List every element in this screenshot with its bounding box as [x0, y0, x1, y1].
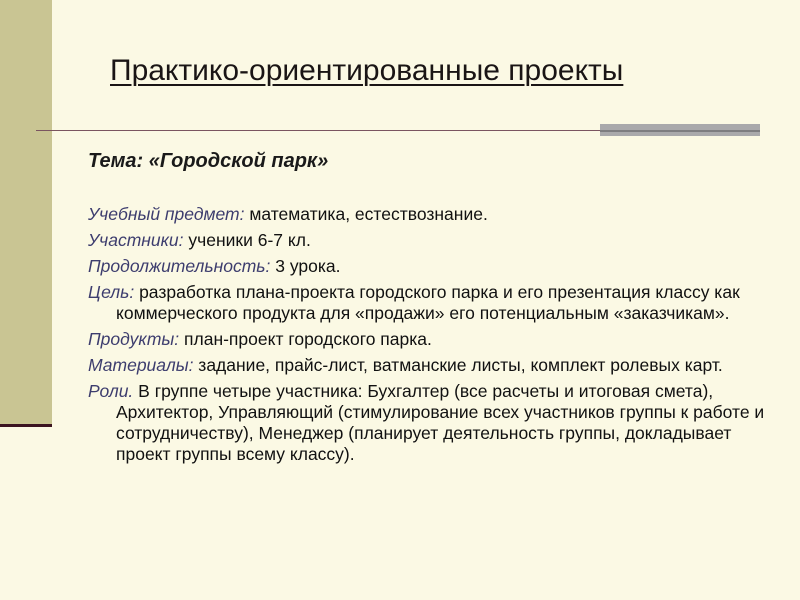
sidebar-decoration: [0, 0, 52, 424]
detail-label: Учебный предмет:: [88, 204, 245, 224]
detail-participants: [88, 230, 768, 251]
detail-text: В группе четыре участника: Бухгалтер (все расчеты и итоговая смета), Архитектор, Управляющий (стимулирование всех участников группы к работе и сотрудничеству), Менеджер (планирует деятельность группы, докладывает проект группы всему классу).: [116, 381, 765, 464]
detail-label: Продукты:: [88, 329, 180, 349]
detail-subject: [88, 204, 768, 225]
detail-roles: [88, 381, 768, 465]
sidebar-underline: [0, 424, 52, 427]
detail-text: 3 урока.: [270, 256, 341, 276]
slide-title: Практико-ориентированные проекты: [110, 54, 624, 87]
topic-heading: Тема: «Городской парк»: [88, 150, 329, 172]
detail-label: Материалы:: [88, 355, 194, 375]
detail-text: разработка плана-проекта городского парка и его презентация классу как коммерческого продукта для «продажи» его потенциальным «заказчикам».: [116, 282, 740, 323]
detail-text: план-проект городского парка.: [179, 329, 432, 349]
detail-materials: [88, 355, 768, 376]
detail-label: Роли.: [88, 381, 134, 401]
detail-label: Цель:: [88, 282, 135, 302]
detail-label: Участники:: [88, 230, 184, 250]
detail-label: Продолжительность:: [88, 256, 271, 276]
title-divider-bar-line: [600, 130, 760, 132]
detail-products: [88, 329, 768, 350]
detail-text: ученики 6-7 кл.: [183, 230, 311, 250]
detail-goal: [88, 282, 768, 324]
details-list: [88, 204, 768, 465]
title-divider-line: [36, 130, 600, 131]
detail-text: математика, естествознание.: [244, 204, 488, 224]
detail-text: задание, прайс-лист, ватманские листы, комплект ролевых карт.: [193, 355, 723, 375]
slide-content: [88, 150, 768, 470]
detail-duration: [88, 256, 768, 277]
